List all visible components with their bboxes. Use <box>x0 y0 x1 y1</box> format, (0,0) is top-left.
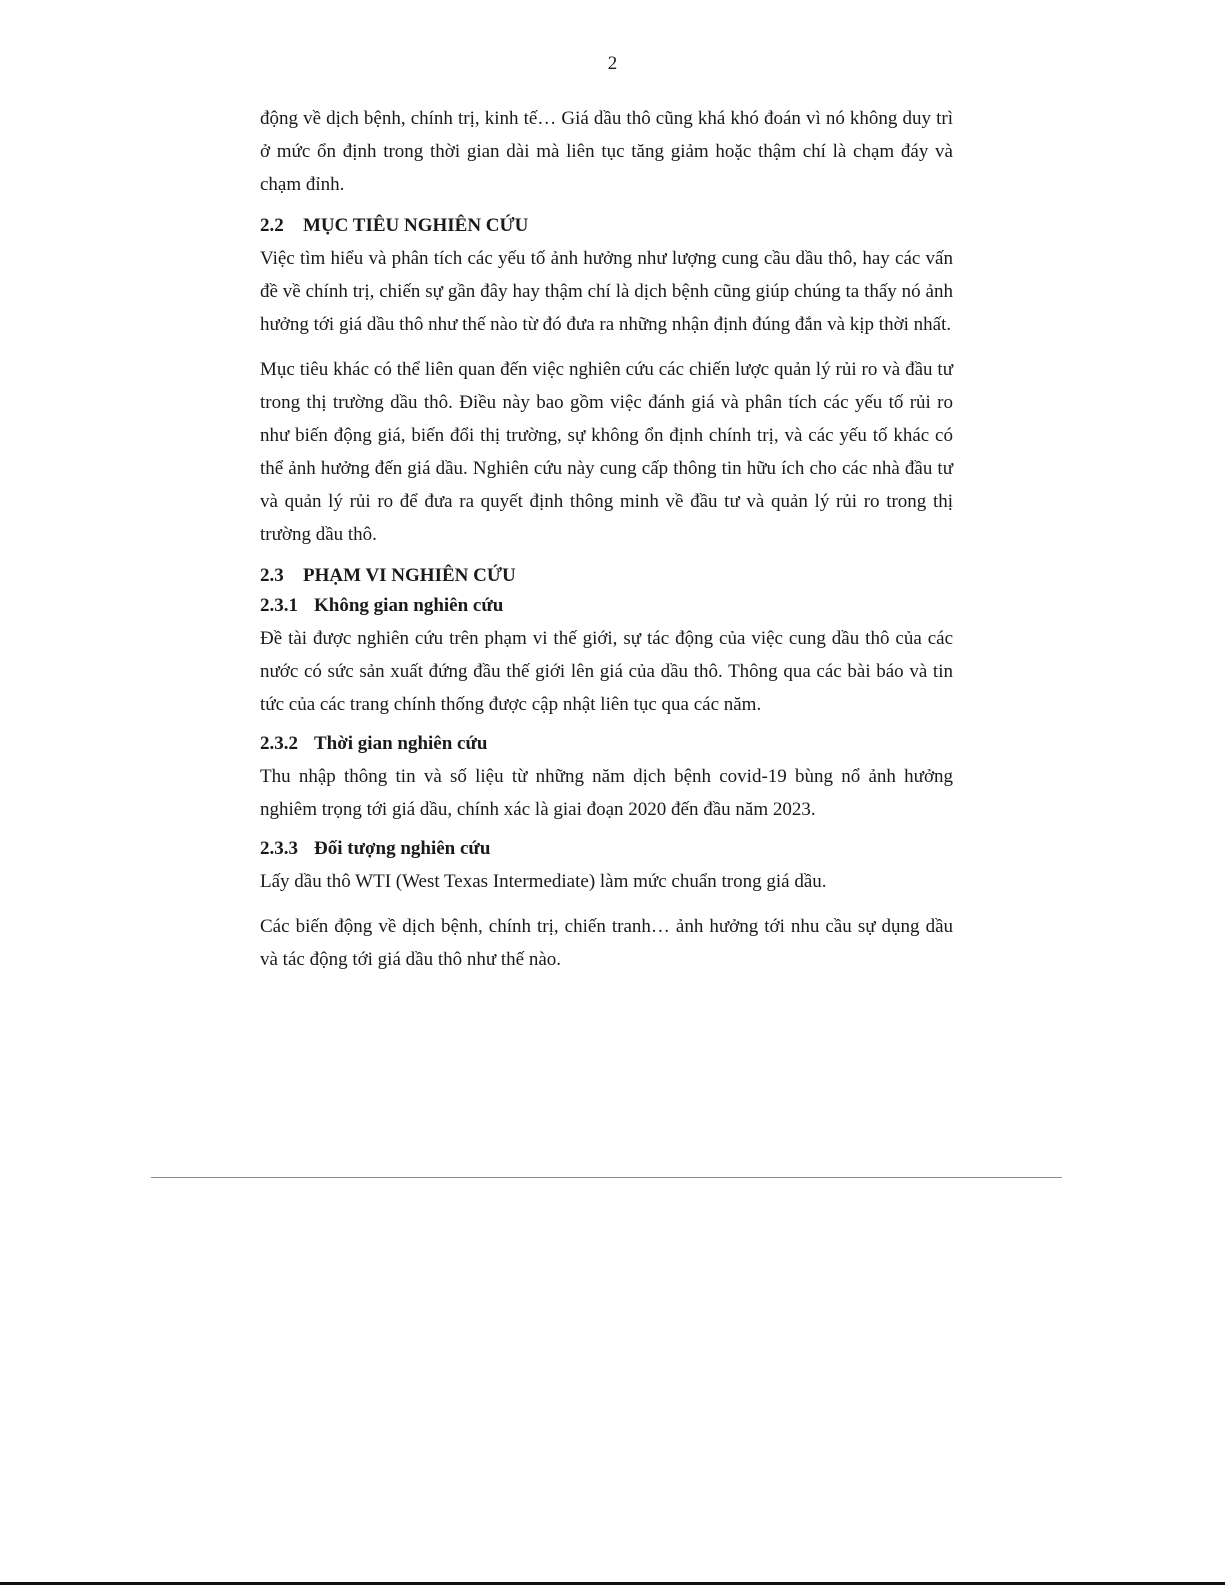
section-title: PHẠM VI NGHIÊN CỨU <box>303 565 516 586</box>
document-body <box>260 102 953 976</box>
subsection-title: Đối tượng nghiên cứu <box>314 838 491 859</box>
section-number: 2.2 <box>260 215 284 236</box>
page-number: 2 <box>607 53 618 74</box>
section-heading-2-3 <box>260 563 953 589</box>
section-heading-2-2 <box>260 213 953 239</box>
body-paragraph: Thu nhập thông tin và số liệu từ những năm dịch bệnh covid-19 bùng nổ ảnh hưởng nghiêm trọng tới giá dầu, chính xác là giai đoạn 2020 đến đầu năm 2023. <box>260 766 953 820</box>
page-bottom-divider <box>151 1177 1062 1178</box>
body-paragraph: Đề tài được nghiên cứu trên phạm vi thế giới, sự tác động của việc cung dầu thô của các nước có sức sản xuất đứng đầu thế giới lên giá của dầu thô. Thông qua các bài báo và tin tức của các trang chính thống được cập nhật liên tục qua các năm. <box>260 628 953 715</box>
subsection-number: 2.3.3 <box>260 838 298 859</box>
subsection-heading-2-3-3 <box>260 836 953 862</box>
intro-paragraph: động về dịch bệnh, chính trị, kinh tế… Giá dầu thô cũng khá khó đoán vì nó không duy trì ở mức ổn định trong thời gian dài mà liên tục tăng giảm hoặc thậm chí là chạm đáy và chạm đỉnh. <box>260 108 953 195</box>
subsection-number: 2.3.1 <box>260 595 298 616</box>
body-paragraph: Lấy dầu thô WTI (West Texas Intermediate) làm mức chuẩn trong giá dầu. <box>260 871 827 892</box>
body-paragraph: Việc tìm hiểu và phân tích các yếu tố ảnh hưởng như lượng cung cầu dầu thô, hay các vấn đề về chính trị, chiến sự gần đây hay thậm chí là dịch bệnh cũng giúp chúng ta thấy nó ảnh hưởng tới giá dầu thô như thế nào từ đó đưa ra những nhận định đúng đắn và kịp thời nhất. <box>260 248 953 335</box>
subsection-heading-2-3-2 <box>260 731 953 757</box>
body-paragraph: Mục tiêu khác có thể liên quan đến việc nghiên cứu các chiến lược quản lý rủi ro và đầu tư trong thị trường dầu thô. Điều này bao gồm việc đánh giá và phân tích các yếu tố rủi ro như biến động giá, biến đổi thị trường, sự không ổn định chính trị, và các yếu tố khác có thể ảnh hưởng đến giá dầu. Nghiên cứu này cung cấp thông tin hữu ích cho các nhà đầu tư và quản lý rủi ro để đưa ra quyết định thông minh về đầu tư và quản lý rủi ro trong thị trường dầu thô. <box>260 359 953 545</box>
section-number: 2.3 <box>260 565 284 586</box>
subsection-title: Không gian nghiên cứu <box>314 595 504 616</box>
subsection-heading-2-3-1 <box>260 593 953 619</box>
subsection-title: Thời gian nghiên cứu <box>314 733 488 754</box>
body-paragraph: Các biến động về dịch bệnh, chính trị, chiến tranh… ảnh hưởng tới nhu cầu sự dụng dầu và tác động tới giá dầu thô như thế nào. <box>260 916 953 970</box>
section-title: MỤC TIÊU NGHIÊN CỨU <box>303 215 529 236</box>
subsection-number: 2.3.2 <box>260 733 298 754</box>
